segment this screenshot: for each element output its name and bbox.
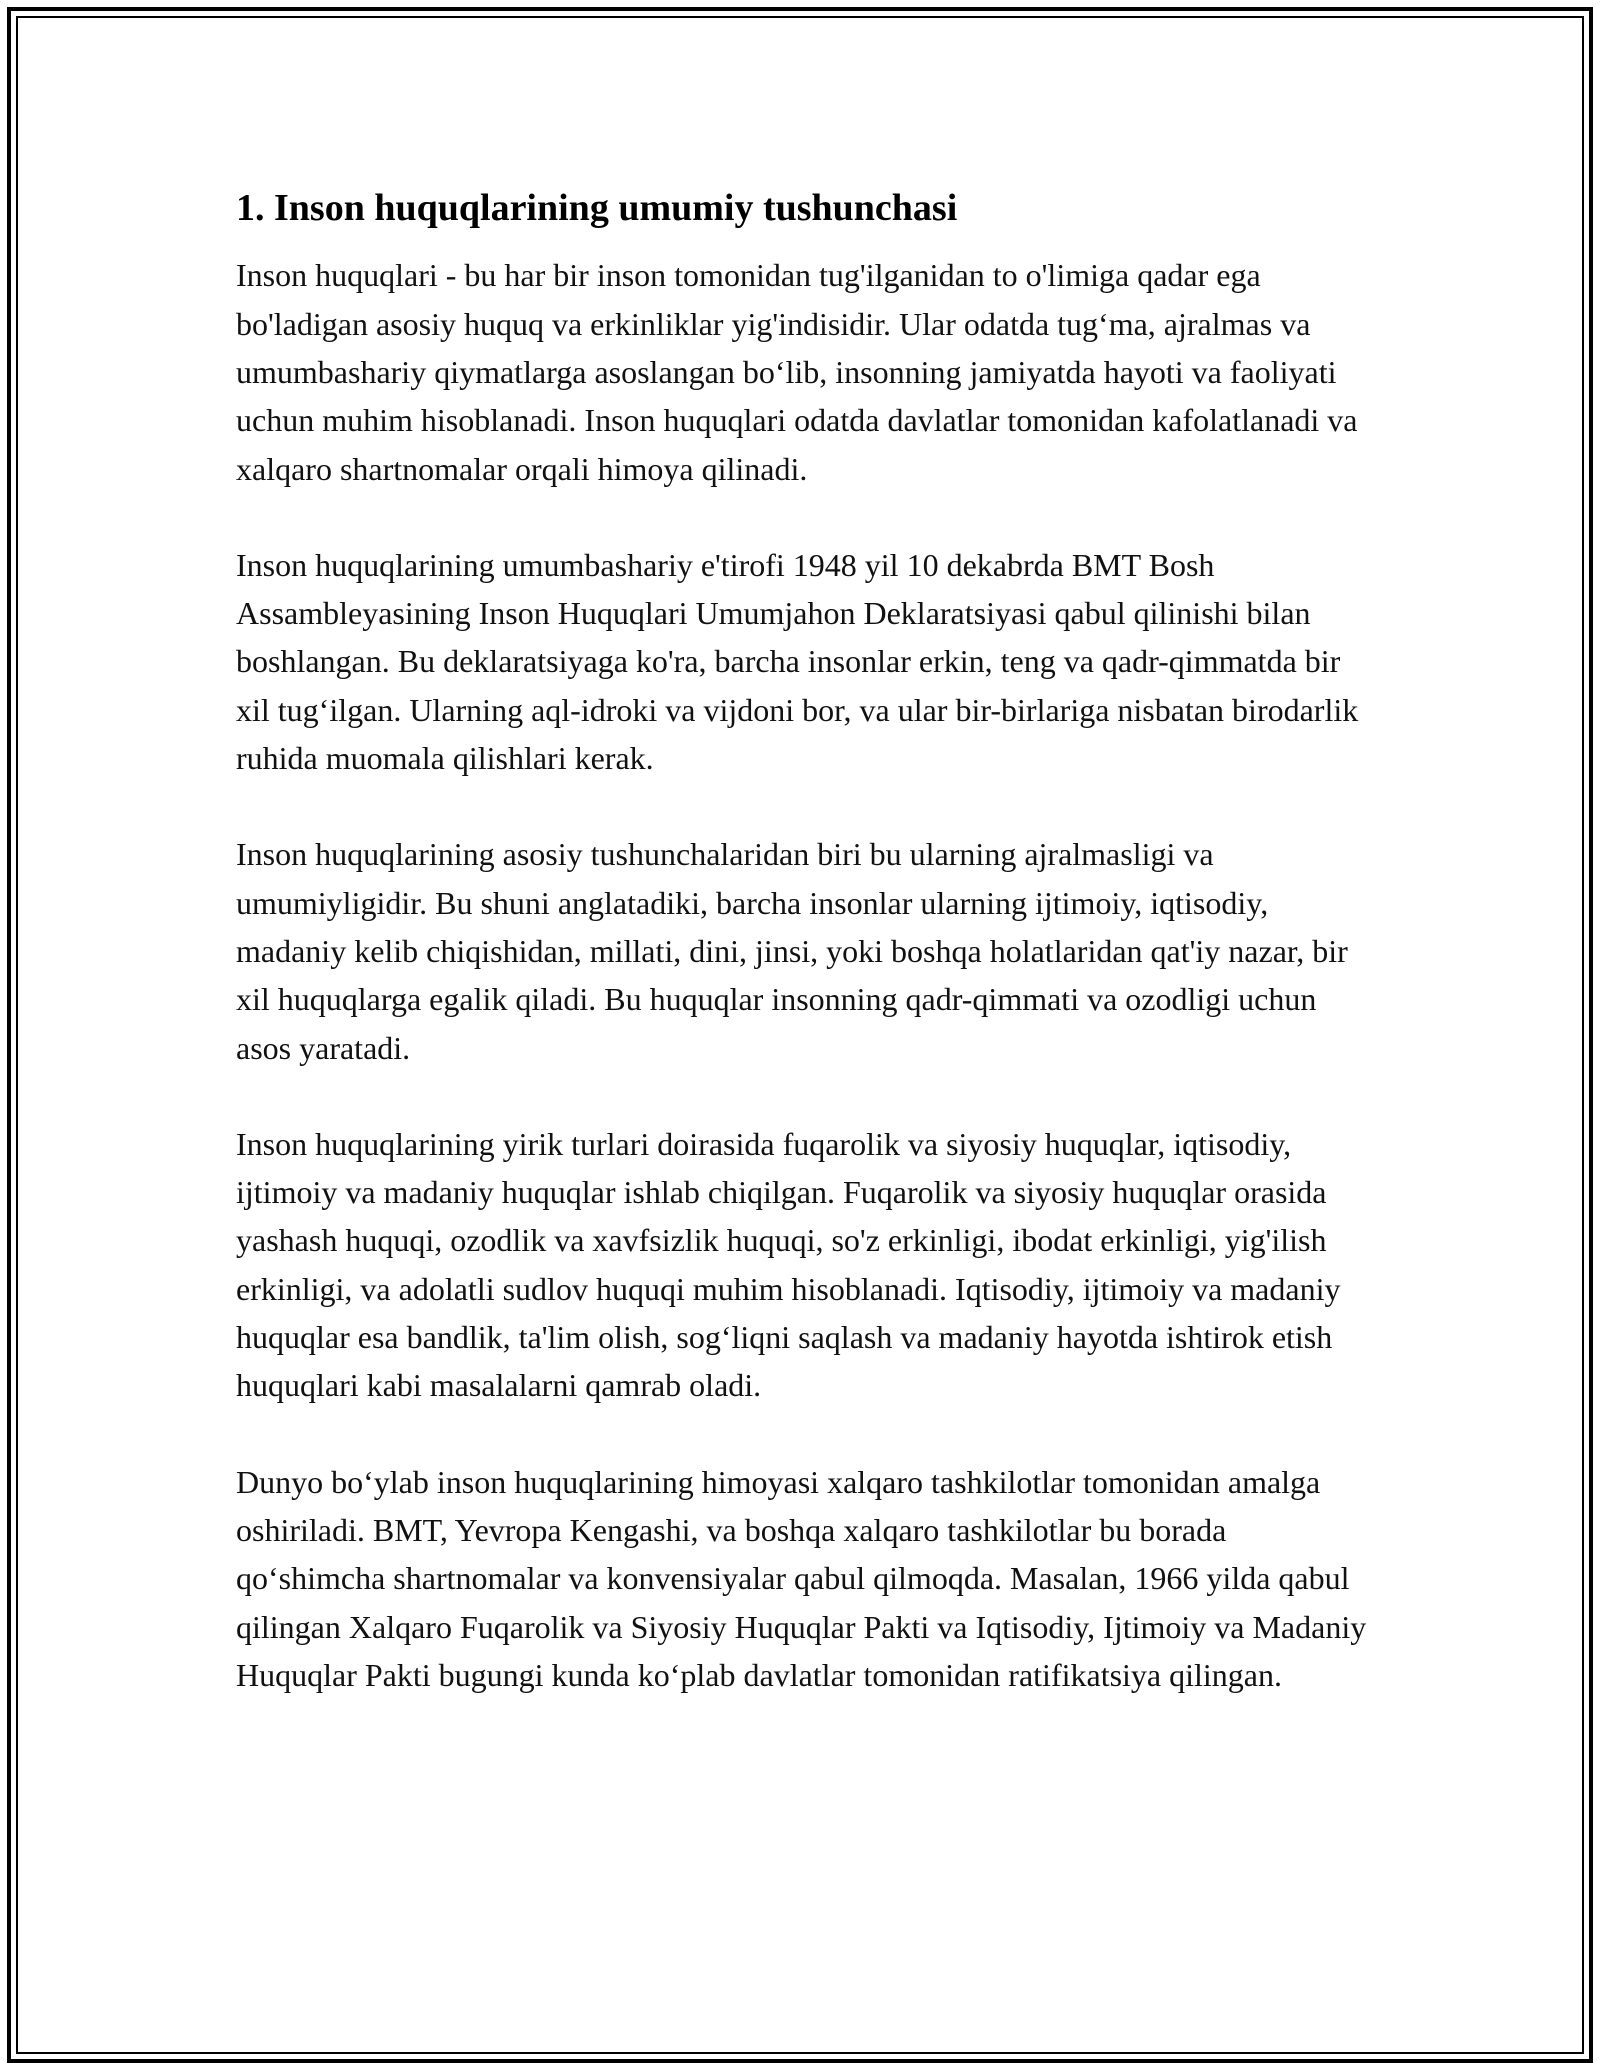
paragraph-3: Inson huquqlarining asosiy tushunchalaridan biri bu ularning ajralmasligi va umumiyligidir. Bu shuni anglatadiki, barcha insonlar ularning ijtimoiy, iqtisodiy, madaniy kelib chiqishidan, millati, dini, jinsi, yoki boshqa holatlaridan qat'iy nazar, bir xil huquqlarga egalik qiladi. Bu huquqlar insonning qadr-qimmati va ozodligi uchun asos yaratadi. xyxy=(236,836,1348,1066)
paragraph-4: Inson huquqlarining yirik turlari doirasida fuqarolik va siyosiy huquqlar, iqtisodiy, ijtimoiy va madaniy huquqlar ishlab chiqilgan. Fuqarolik va siyosiy huquqlar orasida yashash huquqi, ozodlik va xavfsizlik huquqi, so'z erkinligi, ibodat erkinligi, yig'ilish erkinligi, va adolatli sudlov huquqi muhim hisoblanadi. Iqtisodiy, ijtimoiy va madaniy huquqlar esa bandlik, ta'lim olish, sog‘liqni saqlash va madaniy hayotda ishtirok etish huquqlari kabi masalalarni qamrab oladi. xyxy=(236,1125,1341,1404)
paragraph-1: Inson huquqlari - bu har bir inson tomonidan tug'ilganidan to o'limiga qadar ega bo'ladigan asosiy huquq va erkinliklar yig'indisidir. Ular odatda tug‘ma, ajralmas va umumbashariy qiymatlarga asoslangan bo‘lib, insonning jamiyatda hayoti va faoliyati uchun muhim hisoblanadi. Inson huquqlari odatda davlatlar tomonidan kafolatlanadi va xalqaro shartnomalar orqali himoya qilinadi. xyxy=(236,257,1358,487)
document-body xyxy=(236,184,1376,1699)
paragraph-2: Inson huquqlarining umumbashariy e'tirofi 1948 yil 10 dekabrda BMT Bosh Assambleyasining Inson Huquqlari Umumjahon Deklaratsiyasi qabul qilinishi bilan boshlangan. Bu deklaratsiyaga ko'ra, barcha insonlar erkin, teng va qadr-qimmatda bir xil tug‘ilgan. Ularning aql-idroki va vijdoni bor, va ular bir-birlariga nisbatan birodarlik ruhida muomala qilishlari kerak. xyxy=(236,546,1359,777)
paragraph-5: Dunyo bo‘ylab inson huquqlarining himoyasi xalqaro tashkilotlar tomonidan amalga oshiriladi. BMT, Yevropa Kengashi, va boshqa xalqaro tashkilotlar bu borada qo‘shimcha shartnomalar va konvensiyalar qabul qilmoqda. Masalan, 1966 yilda qabul qilingan Xalqaro Fuqarolik va Siyosiy Huquqlar Pakti va Iqtisodiy, Ijtimoiy va Madaniy Huquqlar Pakti bugungi kunda ko‘plab davlatlar tomonidan ratifikatsiya qilingan. xyxy=(236,1463,1367,1693)
section-heading: 1. Inson huquqlarining umumiy tushunchasi xyxy=(236,187,958,229)
